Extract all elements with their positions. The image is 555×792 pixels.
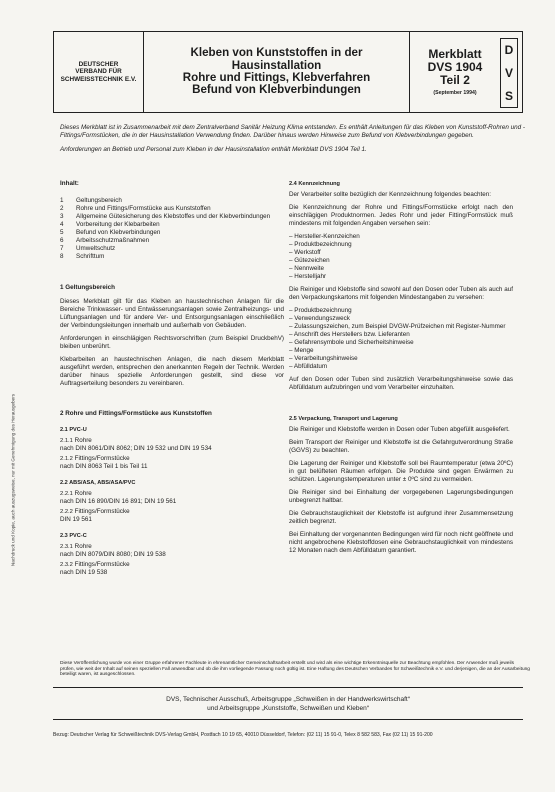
merkblatt-label: Merkblatt: [428, 47, 482, 61]
entry-number: 2.1.2: [60, 456, 73, 462]
document-number: DVS 1904: [427, 60, 483, 74]
title-line: Kleben von Kunststoffen in der: [190, 46, 363, 60]
list-item: [289, 265, 513, 273]
entry-number: 2.1.1: [60, 438, 73, 444]
toc-item-title: Rohre und Fittings/Formstücke aus Kunststoffen: [76, 205, 211, 212]
bullet-dash: –: [289, 315, 295, 322]
logo-letter: D: [504, 43, 514, 58]
intro-text: [60, 124, 530, 154]
entry-number: 2.2.2: [60, 509, 73, 515]
bullet-dash: –: [289, 323, 295, 330]
toc-item-number: 8: [60, 253, 64, 260]
footer-line: DVS, Technischer Ausschuß, Arbeitsgruppe „Schweißen in der Handwerkswirtschaft“: [166, 695, 410, 703]
entry-standard: nach DIN 19 538: [60, 569, 108, 576]
toc-item-title: Allgemeine Gütesicherung des Klebstoffes und der Klebverbindungen: [76, 213, 271, 220]
list-item: [289, 331, 513, 339]
document-part: Teil 2: [440, 73, 470, 87]
bullet-dash: –: [289, 233, 295, 240]
title-line: Rohre und Fittings, Klebverfahren: [182, 71, 371, 84]
paragraph: Der Verarbeiter sollte bezüglich der Kennzeichnung folgendes beachten:: [289, 191, 491, 198]
material-entry: [60, 561, 284, 577]
entry-name: Fittings/Formstücke: [74, 455, 130, 462]
logo-letter: S: [504, 88, 513, 103]
paragraph: Die Reiniger und Klebstoffe sind sowohl auf den Dosen oder Tuben als auch auf den Verpackungskartons mit folgenden Mindestangaben zu versehen:: [289, 286, 513, 301]
toc-item-number: 7: [60, 245, 64, 252]
entry-number: 2.3.2: [60, 562, 73, 568]
org-line: SCHWEISSTECHNIK E.V.: [60, 75, 137, 83]
toc-item-title: Arbeitsschutzmaßnahmen: [76, 237, 150, 244]
paragraph: Auf den Dosen oder Tuben sind zusätzlich Verarbeitungshinweise sowie das Abfülldatum aufzubringen und vom Verarbeiter einzuhalten.: [289, 376, 513, 391]
left-column: [60, 180, 284, 579]
disclaimer: Diese Veröffentlichung wurde von einer Gruppe erfahrener Fachleute in ehrenamtlicher Gemeinschaftsarbeit erstellt und wird als eine wichtige Erkenntnisquelle zur Beachtung empfohlen. Der Anwender muß jeweils prüfen, wie weit der Inhalt auf seinen speziellen Fall anwendbar und ob die ihm vorliegende Fassung noch gültig ist. Eine Haftung des Deutschen Verbandes für Schweißtechnik e.V. und derjenigen, die an der Ausarbeitung beteiligt waren, ist ausgeschlossen.: [60, 661, 530, 678]
entry-name: Fittings/Formstücke: [74, 561, 130, 568]
organization-name: [54, 32, 144, 112]
entry-name: Rohre: [74, 543, 92, 550]
list-item-text: Verarbeitungshinweise: [294, 355, 358, 362]
toc-item-title: Umweltschutz: [76, 245, 116, 252]
list-item-text: Gütezeichen: [294, 257, 330, 264]
logo-letter: V: [504, 65, 513, 80]
list-item: [289, 355, 513, 363]
material-entry: [60, 455, 284, 471]
paragraph: Anforderungen in einschlägigen Rechtsvorschriften (zum Beispiel DruckbehV) bleiben unberührt.: [60, 335, 284, 350]
dvs-logo: [500, 38, 518, 108]
toc-item: [60, 213, 284, 221]
packaging-marking-list: [289, 307, 513, 371]
material-heading: 2.1 PVC-U: [60, 427, 87, 433]
list-item-text: Nennweite: [294, 265, 325, 272]
list-item-text: Produktbezeichnung: [294, 241, 352, 248]
paragraph: Klebarbeiten an haustechnischen Anlagen, die nach diesem Merkblatt ausgeführt werden, entsprechen den anerkannten Regeln der Technik. Werden darüber hinaus spezielle Anforderungen gestellt, sind diese vor Auftragserteilung besonders zu vereinbaren.: [60, 356, 284, 387]
paragraph: Beim Transport der Reiniger und Klebstoffe ist die Gefahrgutverordnung Straße (GGVS) zu beachten.: [289, 439, 513, 454]
material-entry: [60, 437, 284, 453]
toc-item: [60, 221, 284, 229]
toc-title: Inhalt:: [60, 180, 79, 187]
toc-item: [60, 197, 284, 205]
table-of-contents: [60, 197, 284, 261]
section-2-5-heading: 2.5 Verpackung, Transport und Lagerung: [289, 416, 398, 422]
material-heading: 2.3 PVC-C: [60, 533, 87, 539]
document-title: [144, 32, 410, 112]
bullet-dash: –: [289, 307, 295, 314]
material-entry: [60, 490, 284, 506]
list-item: [289, 273, 513, 281]
list-item-text: Menge: [294, 347, 314, 354]
entry-standard: nach DIN 8061/DIN 8062; DIN 19 532 und DIN 19 534: [60, 445, 212, 452]
org-line: DEUTSCHER: [78, 60, 119, 68]
entry-standard: nach DIN 8079/DIN 8080; DIN 19 538: [60, 551, 166, 558]
bullet-dash: –: [289, 265, 295, 272]
toc-item-number: 6: [60, 237, 64, 244]
toc-item-title: Schrifttum: [76, 253, 105, 260]
list-item: [289, 339, 513, 347]
list-item: [289, 257, 513, 265]
list-item-text: Abfülldatum: [293, 363, 328, 370]
paragraph: Die Reiniger und Klebstoffe werden in Dosen oder Tuben abgefüllt ausgeliefert.: [289, 426, 510, 433]
paragraph: Bei Einhaltung der vorgenannten Bedingungen wird für noch nicht geöffnete und nicht angebrochene Klebstoffdosen eine Gebrauchstauglichkeit von mindestens 12 Monaten nach dem Abfülldatum garantiert.: [289, 531, 513, 554]
bullet-dash: –: [289, 347, 295, 354]
toc-item-title: Vorbereitung der Klebarbeiten: [76, 221, 160, 228]
list-item-text: Hersteller-Kennzeichen: [294, 233, 360, 240]
entry-standard: DIN 19 561: [60, 516, 92, 523]
list-item: [289, 241, 513, 249]
document-header: [53, 31, 523, 113]
toc-item: [60, 237, 284, 245]
paragraph: Die Kennzeichnung der Rohre und Fittings/Formstücke erfolgt nach den einschlägigen Produktnormen. Jedes Rohr und jeder Fitting/Formstück muß mindestens mit folgenden Angaben versehen sein:: [289, 204, 513, 227]
section-2-4-heading: 2.4 Kennzeichnung: [289, 181, 340, 187]
bullet-dash: –: [289, 331, 294, 338]
list-item: [289, 307, 513, 315]
list-item: [289, 233, 513, 241]
paragraph: Dieses Merkblatt gilt für das Kleben an haustechnischen Anlagen für die Bereiche Trinkwasser- und Entwässerungsanlagen sowie Zentralheizungs- und Lüftungsanlagen und für andere Ver- und Entsorgungsanlagen einschließlich der Verbindungsleitungen innerhalb und außerhalb von Gebäuden.: [60, 298, 284, 329]
toc-item-number: 3: [60, 213, 64, 220]
toc-item-number: 4: [60, 221, 64, 228]
bullet-dash: –: [289, 339, 295, 346]
entry-standard: nach DIN 16 890/DIN 16 891; DIN 19 561: [60, 498, 177, 505]
list-item: [289, 347, 513, 355]
entry-name: Fittings/Formstücke: [74, 508, 130, 515]
list-item-text: Anschrift des Herstellers bzw. Lieferanten: [293, 331, 410, 338]
list-item: [289, 323, 513, 331]
paragraph: Die Gebrauchstauglichkeit der Klebstoffe ist aufgrund ihrer Zusammensetzung zeitlich begrenzt.: [289, 510, 513, 525]
list-item: [289, 249, 513, 257]
title-line: Befund von Klebverbindungen: [192, 83, 361, 97]
section-1-heading: 1 Geltungsbereich: [60, 284, 115, 291]
material-entry: [60, 543, 284, 559]
toc-item: [60, 245, 284, 253]
bullet-dash: –: [289, 249, 295, 256]
toc-item-number: 1: [60, 197, 64, 204]
intro-paragraph: Anforderungen an Betrieb und Personal zum Kleben in der Hausinstallation enthält Merkblatt DVS 1904 Teil 1.: [60, 146, 367, 153]
material-entry: [60, 508, 284, 524]
section-2-heading: 2 Rohre und Fittings/Formstücke aus Kunststoffen: [60, 410, 212, 417]
publisher-info: Bezug: Deutscher Verlag für Schweißtechnik DVS-Verlag GmbH, Postfach 10 19 65, 40010 Düsseldorf, Telefon: (02 11) 15 91-0, Telex 8 582 583, Fax (02 11) 15 91-200: [53, 732, 433, 738]
list-item-text: Werkstoff: [294, 249, 321, 256]
entry-standard: nach DIN 8063 Teil 1 bis Teil 11: [60, 463, 148, 470]
list-item-text: Zulassungszeichen, zum Beispiel DVGW-Prüfzeichen mit Register-Nummer: [294, 323, 506, 330]
side-copyright-note: [8, 300, 17, 660]
title-line: Hausinstallation: [231, 58, 322, 72]
bullet-dash: –: [289, 257, 295, 264]
side-note-text: Nachdruck und Kopie, auch auszugsweise, nur mit Genehmigung des Herausgebers: [10, 393, 15, 567]
list-item-text: Produktbezeichnung: [294, 307, 352, 314]
entry-number: 2.2.1: [60, 491, 73, 497]
material-heading: 2.2 ABS/ASA, ABS/ASA/PVC: [60, 480, 136, 486]
toc-item: [60, 253, 284, 261]
list-item-text: Gefahrensymbole und Sicherheitshinweise: [294, 339, 414, 346]
document-id-block: [410, 32, 522, 112]
entry-name: Rohre: [74, 490, 92, 497]
toc-item-number: 2: [60, 205, 64, 212]
committee-footer: [53, 687, 523, 720]
list-item: [289, 363, 513, 371]
list-item-text: Verwendungszweck: [294, 315, 350, 322]
toc-item: [60, 229, 284, 237]
bullet-dash: –: [289, 363, 294, 370]
bullet-dash: –: [289, 355, 295, 362]
paragraph: Die Lagerung der Reiniger und Klebstoffe soll bei Raumtemperatur (etwa 20ºC) in gut belüfteten Räumen erfolgen. Die Produkte sind gegen Erwärmen zu schützen. Lagerungstemperaturen unter ± 0ºC sind zu vermeiden.: [289, 460, 513, 483]
bullet-dash: –: [289, 241, 295, 248]
right-column: [289, 180, 513, 560]
marking-list: [289, 233, 513, 281]
toc-item: [60, 205, 284, 213]
list-item-text: Herstelljahr: [294, 273, 327, 280]
footer-line: und Arbeitsgruppe „Kunststoffe, Schweißen und Kleben“: [207, 704, 369, 712]
entry-number: 2.3.1: [60, 544, 73, 550]
section-2-materials: [60, 426, 284, 577]
toc-item-title: Befund von Klebverbindungen: [76, 229, 161, 236]
paragraph: Die Reiniger sind bei Einhaltung der vorgegebenen Lagerungsbedingungen unbegrenzt haltbar.: [289, 489, 513, 504]
intro-paragraph: Dieses Merkblatt ist in Zusammenarbeit mit dem Zentralverband Sanitär Heizung Klima entstanden. Es enthält Anleitungen für das Kleben von Kunststoff-Rohren und -Fittings/Formstücken, die in der Hausinstallation Verwendung finden. Darüber hinaus werden Hinweise zum Befund von Klebverbindungen gegeben.: [60, 124, 525, 139]
entry-name: Rohre: [74, 437, 92, 444]
toc-item-title: Geltungsbereich: [76, 197, 122, 204]
list-item: [289, 315, 513, 323]
bullet-dash: –: [289, 273, 295, 280]
toc-item-number: 5: [60, 229, 64, 236]
document-date: (September 1994): [433, 90, 477, 96]
org-line: VERBAND FÜR: [75, 68, 122, 76]
